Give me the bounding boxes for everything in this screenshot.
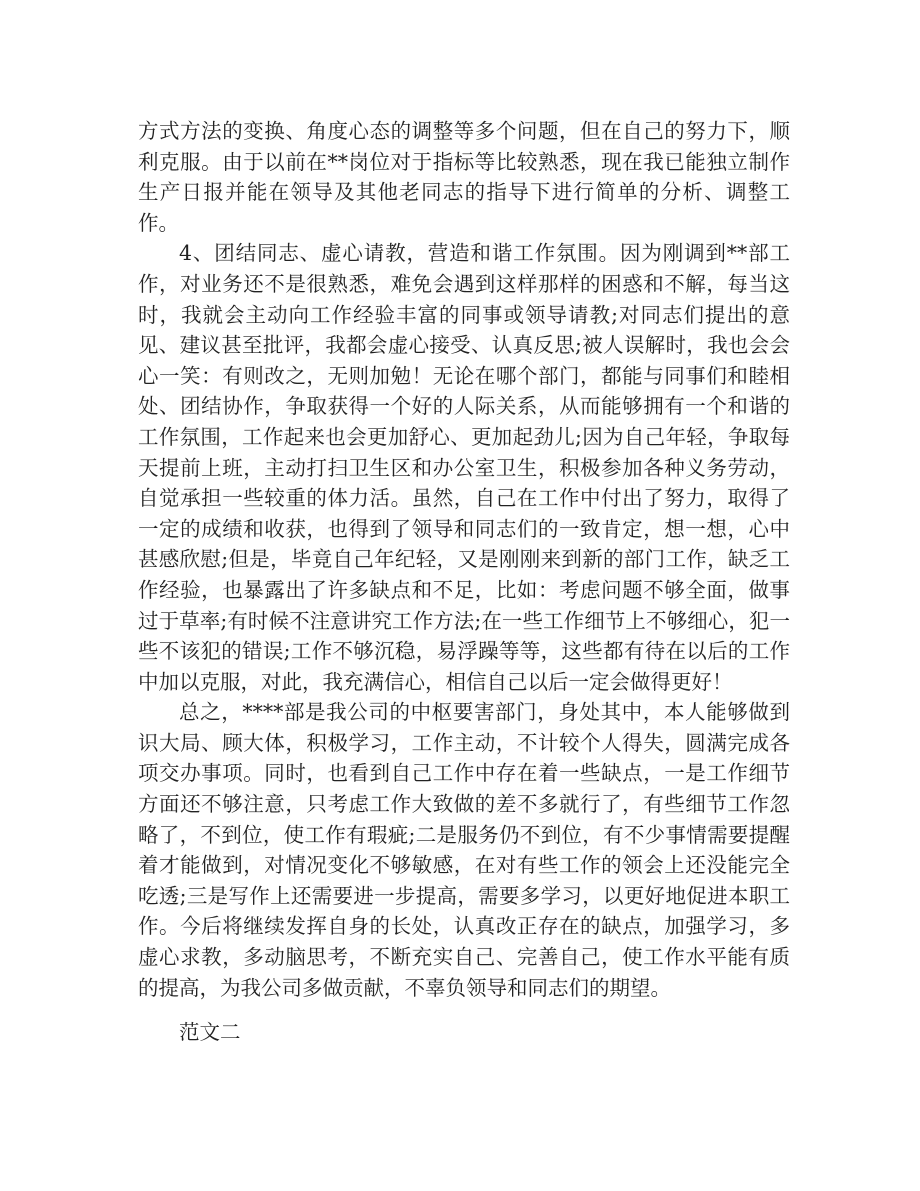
section-heading: 范文二 bbox=[179, 1020, 241, 1045]
paragraph-summary: 总之，****部是我公司的中枢要害部门，身处其中，本人能够做到识大局、顾大体，积极学习，工作主动，不计较个人得失，圆满完成各项交办事项。同时，也看到自己工作中存在着一些缺点，一是工作细节方面还不够注意，只考虑工作大致做的差不多就行了，有些细节工作忽略了，不到位，使工作有瑕疵;二是服务仍不到位，有不少事情需要提醒着才能做到，对情况变化不够敏感，在对有些工作的领会上还没能完全吃透;三是写作上还需要进一步提高，需要多学习，以更好地促进本职工作。今后将继续发挥自身的长处，认真改正存在的缺点，加强学习，多虚心求教，多动脑思考，不断充实自己、完善自己，使工作水平能有质的提高，为我公司多做贡献，不辜负领导和同志们的期望。 bbox=[138, 700, 790, 1000]
document-body bbox=[138, 116, 790, 1048]
paragraph-continuation: 方式方法的变换、角度心态的调整等多个问题，但在自己的努力下，顺利克服。由于以前在**岗位对于指标等比较熟悉，现在我已能独立制作生产日报并能在领导及其他老同志的指导下进行简单的分析、调整工作。 bbox=[138, 119, 790, 235]
paragraph-unity: 4、团结同志、虚心请教，营造和谐工作氛围。因为刚调到**部工作，对业务还不是很熟悉，难免会遇到这样那样的困惑和不解，每当这时，我就会主动向工作经验丰富的同事或领导请教;对同志们提出的意见、建议甚至批评，我都会虚心接受、认真反思;被人误解时，我也会会心一笑：有则改之，无则加勉！无论在哪个部门，都能与同事们和睦相处、团结协作，争取获得一个好的人际关系，从而能够拥有一个和谐的工作氛围，工作起来也会更加舒心、更加起劲儿;因为自己年轻，争取每天提前上班，主动打扫卫生区和办公室卫生，积极参加各种义务劳动，自觉承担一些较重的体力活。虽然，自己在工作中付出了努力，取得了一定的成绩和收获，也得到了领导和同志们的一致肯定，想一想，心中甚感欣慰;但是，毕竟自己年纪轻，又是刚刚来到新的部门工作，缺乏工作经验，也暴露出了许多缺点和不足，比如：考虑问题不够全面，做事过于草率;有时候不注意讲究工作方法;在一些工作细节上不够细心，犯一些不该犯的错误;工作不够沉稳，易浮躁等等，这些都有待在以后的工作中加以克服，对此，我充满信心，相信自己以后一定会做得更好！ bbox=[138, 241, 790, 694]
